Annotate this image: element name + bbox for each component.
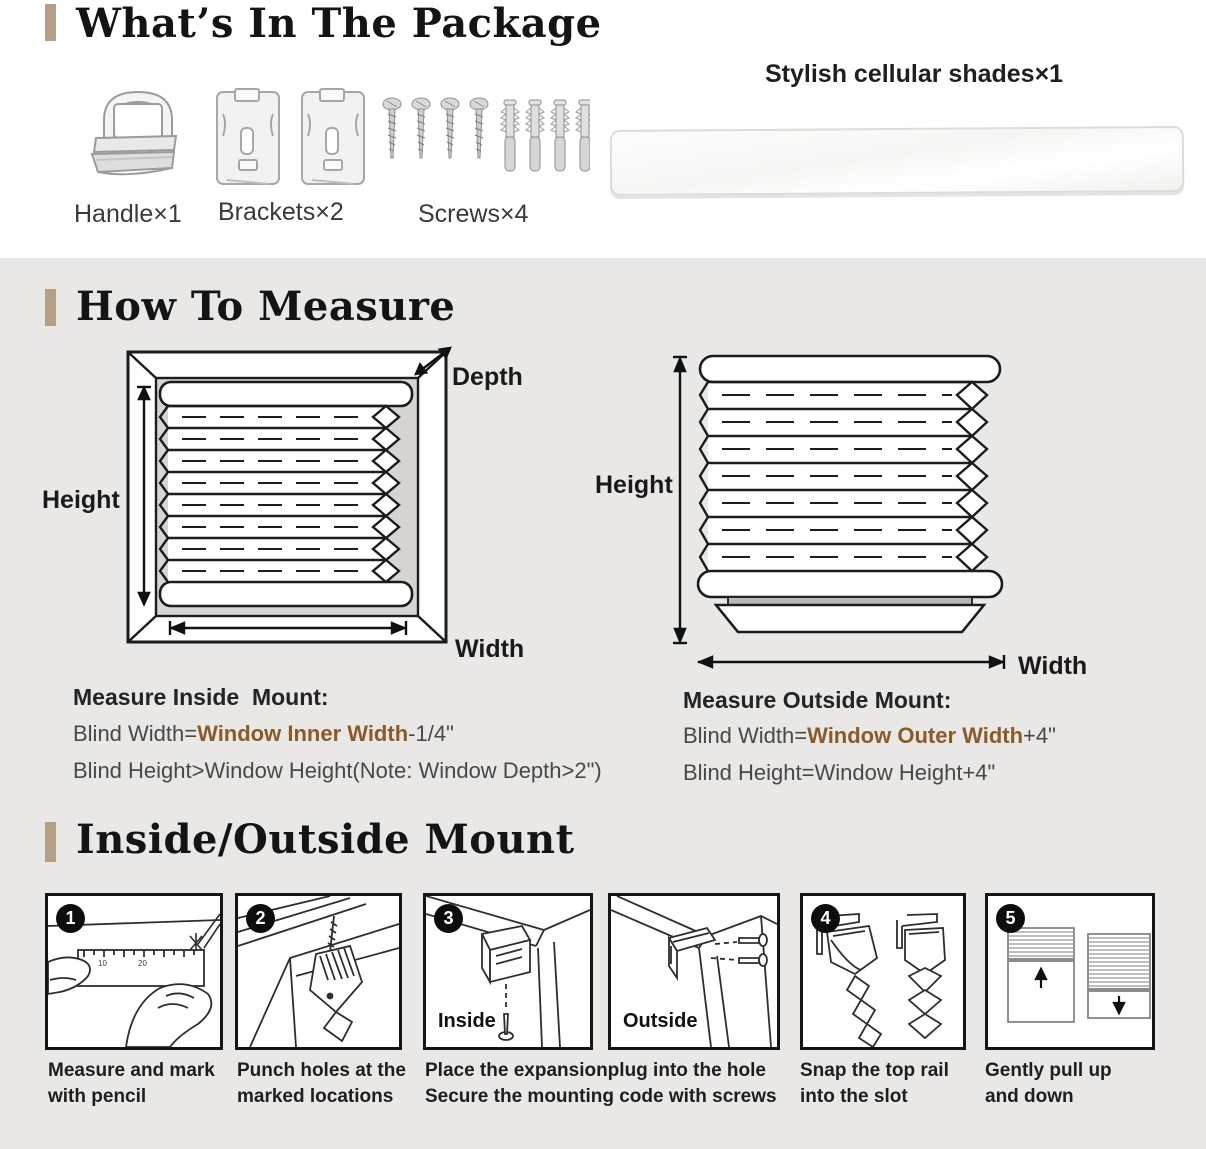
- mount-section-title: Inside/Outside Mount: [76, 816, 575, 863]
- outside-line1-prefix: Blind Width=: [683, 723, 808, 748]
- inside-width-label: Width: [455, 635, 525, 663]
- screws-illustration-icon: [380, 92, 590, 192]
- inside-height-label: Height: [42, 486, 120, 514]
- cellular-shade-image: [610, 126, 1184, 196]
- step3-outside-panel: [608, 893, 780, 1050]
- inside-mount-label: Inside: [438, 1010, 496, 1032]
- measure-section-title: How To Measure: [76, 283, 456, 330]
- accent-bar: [45, 4, 56, 41]
- step3-caption: Place the expansionplug into the hole Secure the mounting code with screws: [425, 1060, 777, 1107]
- outside-mount-label: Outside: [623, 1010, 698, 1032]
- step3-badge: 3: [434, 904, 463, 933]
- outside-mount-svg: [662, 344, 1032, 678]
- step5-badge: 5: [996, 904, 1025, 933]
- step4-panel: [800, 893, 966, 1050]
- inside-mount-diagram: [118, 344, 538, 674]
- step3-inside-panel: [423, 893, 593, 1050]
- measure-inside-heading: Measure Inside Mount:: [73, 684, 329, 710]
- measure-outside-line2: Blind Height=Window Height+4": [683, 760, 996, 785]
- handle-illustration-icon: [88, 86, 188, 190]
- outside-line1-suffix: +4": [1023, 723, 1056, 748]
- ruler-mark-20: 20: [138, 959, 147, 968]
- inside-line1-prefix: Blind Width=: [73, 721, 198, 746]
- measure-inside-line1: [73, 721, 454, 747]
- step5-caption: Gently pull up and down: [985, 1060, 1112, 1107]
- step2-caption: Punch holes at the marked locations: [237, 1060, 406, 1107]
- screws-svg: [380, 92, 590, 192]
- step1-panel: [45, 893, 223, 1050]
- step4-caption: Snap the top rail into the slot: [800, 1060, 949, 1107]
- package-section-title: What’s In The Package: [76, 0, 602, 47]
- measure-inside-line2: Blind Height>Window Height(Note: Window Depth>2"): [73, 758, 602, 783]
- accent-bar: [45, 822, 56, 862]
- screws-label: Screws×4: [418, 200, 529, 228]
- brackets-label: Brackets×2: [218, 198, 344, 226]
- outside-line1-highlight: Window Outer Width: [807, 723, 1024, 748]
- ruler-mark-10: 10: [98, 959, 107, 968]
- brackets-svg: [213, 88, 368, 192]
- inside-mount-svg: [118, 344, 538, 674]
- step1-caption: Measure and mark with pencil: [48, 1060, 215, 1107]
- outside-mount-diagram: [662, 344, 1032, 678]
- inside-depth-label: Depth: [452, 363, 523, 391]
- handle-label: Handle×1: [74, 200, 182, 228]
- measure-outside-line1: [683, 723, 1056, 749]
- step1-badge: 1: [56, 904, 85, 933]
- inside-line1-suffix: -1/4": [408, 721, 454, 746]
- inside-line1-highlight: Window Inner Width: [197, 721, 409, 746]
- measure-outside-heading: Measure Outside Mount:: [683, 687, 952, 713]
- step5-panel: [985, 893, 1155, 1050]
- step4-badge: 4: [811, 904, 840, 933]
- outside-width-label: Width: [1018, 652, 1088, 680]
- outside-height-label: Height: [595, 471, 673, 499]
- accent-bar: [45, 289, 56, 326]
- step2-badge: 2: [246, 904, 275, 933]
- shade-title: Stylish cellular shades×1: [765, 60, 1064, 88]
- brackets-illustration-icon: [213, 88, 368, 192]
- handle-svg: [88, 86, 188, 190]
- step2-panel: [235, 893, 402, 1050]
